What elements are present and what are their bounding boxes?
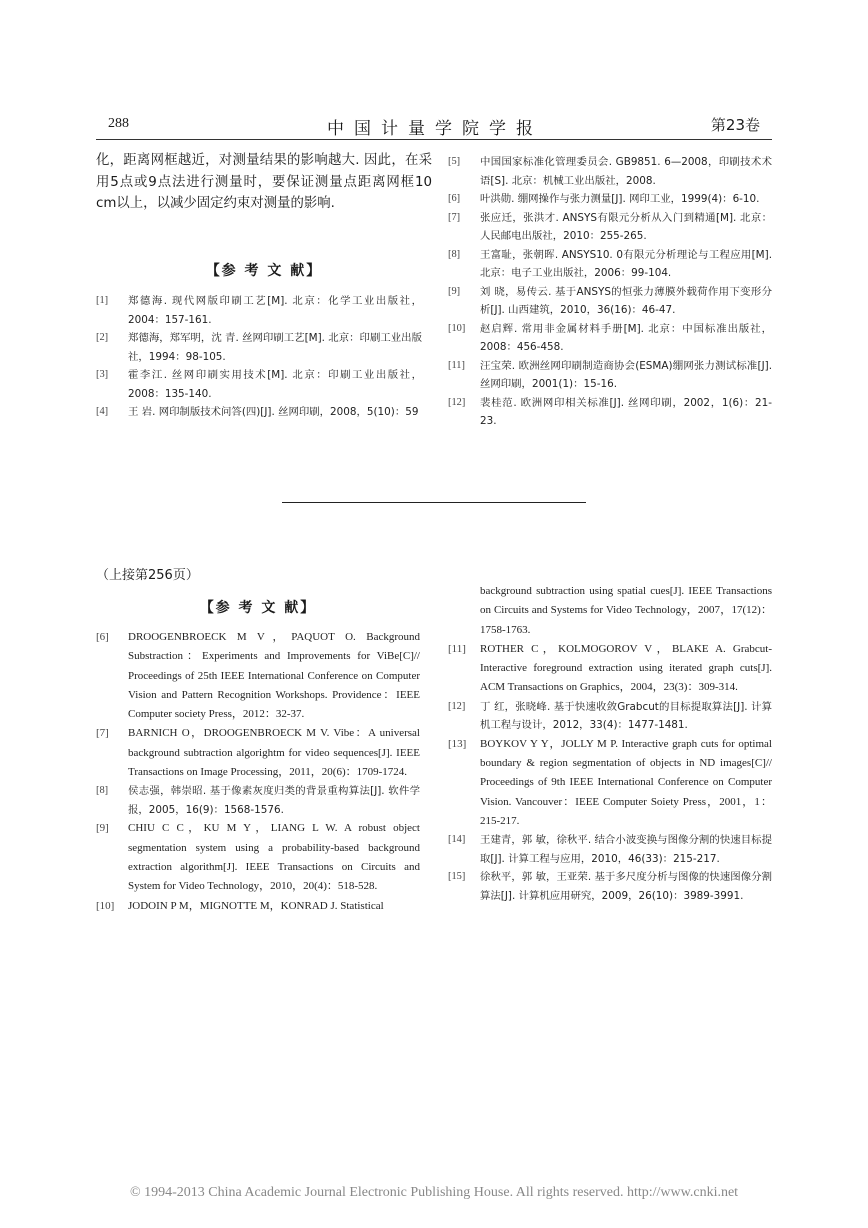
reference-text: ROTHER C，KOLMOGOROV V，BLAKE A. Grabcut-Interactive foreground extraction using iterated graph cuts[J]. ACM Transactions on Graphics，2004，23(3)：309-314. (480, 642, 772, 694)
reference-number: [9] (96, 822, 109, 835)
continued-from-label: （上接第256页） (96, 568, 199, 583)
reference-number: [15] (448, 871, 466, 883)
reference-text: background subtraction using spatial cues[J]. IEEE Transactions on Circuits and Systems for Video Technology，2007，17(12)：1758-1763. (480, 585, 772, 636)
reference-item (96, 329, 422, 366)
page-number: 288 (108, 116, 129, 131)
reference-number: [11] (448, 642, 466, 655)
reference-number: [5] (448, 156, 461, 167)
reference-item (448, 190, 772, 209)
header-rule (96, 139, 772, 140)
references-top-left (96, 292, 422, 422)
reference-number: [1] (96, 295, 109, 306)
reference-text: 丁 红，张晓峰. 基于快速收敛Grabcut的目标提取算法[J]. 计算机工程与设计，2012，33(4)：1477-1481. (480, 700, 772, 732)
reference-number: [14] (448, 834, 466, 846)
reference-item (96, 292, 422, 329)
reference-text: 张应迁，张洪才. ANSYS有限元分析从入门到精通[M]. 北京：人民邮电出版社，2010：255-265. (480, 211, 772, 242)
reference-text: 叶洪勋. 绷网操作与张力测量[J]. 网印工业，1999(4)：6-10. (480, 193, 760, 205)
references-title-top: 【参 考 文 献】 (205, 263, 323, 279)
reference-item (96, 724, 420, 782)
reference-text: 徐秋平，郭 敏，王亚荣. 基于多尺度分析与图像的快速图像分割算法[J]. 计算机应用研究，2009，26(10)：3989-3991. (480, 871, 772, 902)
reference-item (96, 782, 420, 819)
reference-text: 侯志强，韩崇昭. 基于像素灰度归类的背景重构算法[J]. 软件学报，2005，16(9)：1568-1576. (128, 785, 420, 816)
reference-number: [7] (96, 727, 109, 740)
volume-label: 第23卷 (710, 116, 760, 134)
reference-text: CHIU C C，KU M Y，LIANG L W. A robust object segmentation system using a probability-based background extraction algorithm[J]. IEEE Transactions on Circuits and System for Video Technology，2010，20(4)：518-528. (128, 822, 420, 893)
reference-text: 刘 晓，易传云. 基于ANSYS的恒张力薄膜外载荷作用下变形分析[J]. 山西建筑，2010，36(16)：46-47. (480, 285, 772, 316)
reference-text: BOYKOV Y Y，JOLLY M P. Interactive graph cuts for optimal boundary & region segmentation of objects in ND images[C]// Proceedings of 9th IEEE International Conference on Computer Vision. Vancouver：IEEE Computer Soiety Press，2001，1：215-217. (480, 737, 772, 827)
reference-number: [12] (448, 396, 466, 408)
reference-item (448, 698, 772, 735)
references-bottom-left (96, 628, 420, 916)
reference-number: [7] (448, 211, 461, 223)
reference-text: 王 岩. 网印制版技术问答(四)[J]. 丝网印刷，2008，5(10)：59 (128, 406, 419, 418)
reference-number: [3] (96, 369, 109, 380)
reference-text: JODOIN P M，MIGNOTTE M，KONRAD J. Statistical (128, 899, 384, 912)
body-paragraph: 化，距离网框越近，对测量结果的影响越大. 因此，在采用5点或9点法进行测量时，要保证测量点距离网框10 cm以上，以减少固定约束对测量的影响. (96, 153, 432, 211)
reference-item (448, 246, 772, 283)
reference-item (96, 897, 420, 916)
copyright-footer: © 1994-2013 China Academic Journal Electronic Publishing House. All rights reserved. http://www.cnki.net (129, 1185, 739, 1200)
reference-item (448, 831, 772, 868)
reference-text: 王建青，郭 敏，徐秋平. 结合小波变换与图像分割的快速目标提取[J]. 计算工程与应用，2010，46(33)：215-217. (480, 834, 772, 865)
references-bottom-right (448, 582, 772, 905)
reference-number: [12] (448, 700, 466, 712)
reference-item (448, 209, 772, 246)
section-divider (282, 502, 586, 503)
reference-continuation (448, 582, 772, 640)
reference-text: DROOGENBROECK M V，PAQUOT O. Background Substraction：Experiments and Improvements for ViBe[C]// Proceedings of 25th IEEE International Conference on Computer Vision and Pattern Recognition Workshops. Providence：IEEE Computer society Press，2012：32-37. (128, 631, 420, 721)
reference-item (96, 628, 420, 724)
journal-title: 中国计量学院学报 (327, 119, 543, 139)
reference-item (448, 868, 772, 905)
reference-item (448, 640, 772, 698)
reference-item (96, 366, 422, 403)
reference-item (96, 403, 422, 422)
reference-item (448, 320, 772, 357)
reference-item (448, 394, 772, 431)
reference-text: BARNICH O，DROOGENBROECK M V. Vibe：A universal background subtraction algorightm for video sequences[J]. IEEE Transactions on Image Processing，2011，20(6)：1709-1724. (128, 727, 420, 779)
reference-number: [13] (448, 737, 467, 750)
references-top-right (448, 153, 772, 431)
reference-item (448, 735, 772, 831)
reference-item (96, 819, 420, 896)
reference-number: [10] (96, 899, 115, 912)
reference-text: 郑德海. 现代网版印刷工艺[M]. 北京：化学工业出版社，2004：157-161. (128, 295, 422, 326)
reference-number: [8] (448, 248, 461, 260)
reference-number: [2] (96, 332, 109, 343)
reference-number: [10] (448, 322, 466, 334)
reference-text: 王富耻，张朝晖. ANSYS10. 0有限元分析理论与工程应用[M]. 北京：电子工业出版社，2006：99-104. (480, 248, 772, 279)
reference-text: 霍李江. 丝网印刷实用技术[M]. 北京：印刷工业出版社，2008：135-140. (128, 369, 422, 400)
reference-number: [4] (96, 406, 109, 417)
reference-text: 中国国家标准化管理委员会. GB9851. 6—2008，印刷技术术语[S]. 北京：机械工业出版社，2008. (480, 156, 772, 187)
reference-number: [6] (448, 193, 461, 204)
reference-number: [6] (96, 631, 109, 643)
reference-item (448, 357, 772, 394)
references-title-bottom: 【参 考 文 献】 (199, 600, 317, 616)
reference-text: 裴桂范. 欧洲网印相关标准[J]. 丝网印刷，2002，1(6)：21-23. (480, 396, 772, 427)
reference-text: 郑德海，郑军明，沈 青. 丝网印刷工艺[M]. 北京：印刷工业出版社，1994：98-105. (128, 332, 422, 363)
reference-text: 赵启辉. 常用非金属材料手册[M]. 北京：中国标准出版社，2008：456-458. (480, 322, 772, 353)
reference-number: [11] (448, 359, 465, 371)
reference-item (448, 153, 772, 190)
reference-number: [9] (448, 285, 461, 297)
reference-item (448, 283, 772, 320)
reference-text: 汪宝荣. 欧洲丝网印刷制造商协会(ESMA)绷网张力测试标准[J]. 丝网印刷，2001(1)：15-16. (480, 359, 772, 390)
reference-number: [8] (96, 785, 109, 797)
